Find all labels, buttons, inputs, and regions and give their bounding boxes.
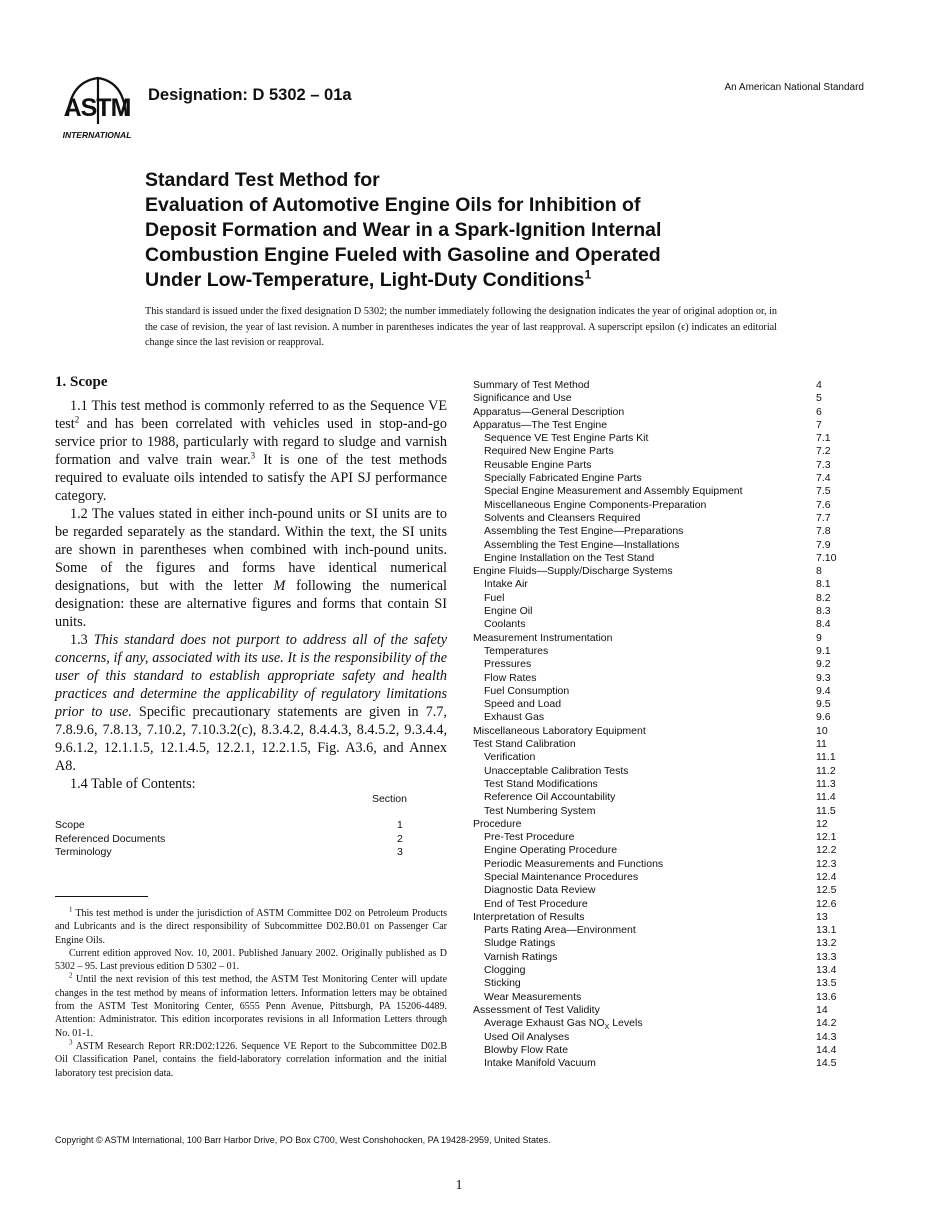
- toc-entry-label: Flow Rates: [484, 671, 537, 684]
- toc-entry-label: Blowby Flow Rate: [484, 1043, 569, 1056]
- toc-entry-number: 4: [816, 379, 822, 391]
- toc-entry: [473, 379, 863, 392]
- toc-entry-number: 8.2: [816, 591, 831, 604]
- toc-entry: [473, 578, 863, 591]
- toc-entry: [473, 419, 863, 432]
- copyright-notice: Copyright © ASTM International, 100 Barr Harbor Drive, PO Box C700, West Conshohocken, PA 19428-2959, United States.: [55, 1135, 551, 1145]
- toc-entry-label: Test Numbering System: [484, 804, 596, 817]
- toc-entry-label: Measurement Instrumentation: [473, 631, 613, 644]
- toc-entry-number: 8.1: [816, 578, 831, 591]
- toc-entry: [473, 1057, 863, 1070]
- toc-entry-label: Fuel Consumption: [484, 684, 570, 697]
- toc-entry: [473, 658, 863, 671]
- title-footnote-mark: 1: [584, 267, 592, 282]
- toc-entry-label: Used Oil Analyses: [484, 1030, 570, 1043]
- toc-entry-number: 7.3: [816, 458, 831, 471]
- toc-entry-number: 9.3: [816, 671, 831, 684]
- toc-entry-label: Interpretation of Results: [473, 910, 585, 923]
- toc-entry-number: 11.1: [816, 751, 836, 764]
- toc-entry-number: 14.5: [816, 1057, 837, 1070]
- toc-entry: [473, 738, 863, 751]
- toc-entry-number: 12.1: [816, 831, 837, 844]
- astm-logo-icon: [58, 72, 136, 142]
- title-line: Under Low-Temperature, Light-Duty Conditions$^1$: [145, 267, 592, 291]
- toc-entry-label: Engine Fluids—Supply/Discharge Systems: [473, 565, 673, 578]
- toc-entry-label: Pressures: [484, 658, 532, 671]
- title-line: Deposit Formation and Wear in a Spark-Ignition Internal: [145, 219, 662, 241]
- toc-entry-label: Required New Engine Parts: [484, 445, 614, 458]
- toc-entry-label: Engine Oil: [484, 605, 533, 618]
- toc-entry-number: 8.3: [816, 605, 831, 618]
- toc-entry-number: 11.3: [816, 777, 836, 790]
- toc-entry: [473, 432, 863, 445]
- toc-entry-number: 7: [816, 418, 822, 431]
- toc-entry-label: Verification: [484, 751, 536, 764]
- toc-entry: [473, 778, 863, 791]
- toc-entry-number: 14.2: [816, 1017, 837, 1030]
- toc-entry-label: Average Exhaust Gas $NO_X$ Levels: [484, 1017, 643, 1032]
- toc-entry-number: 12.4: [816, 870, 837, 883]
- toc-entry-label: Special Engine Measurement and Assembly Equipment: [484, 485, 743, 498]
- footnote-1: $^1$ This test method is under the jurisdiction of ASTM Committee D02 on Petroleum Products and Lubricants and is the direct responsibility of Subcommittee D02.B0.01 on Passenger Car Engine Oils.: [55, 905, 447, 946]
- toc-entry: [473, 858, 863, 871]
- toc-entry-number: 6: [816, 405, 822, 418]
- toc-entry-label: Exhaust Gas: [484, 711, 545, 724]
- toc-entry: [473, 565, 863, 578]
- toc-entry-label: Miscellaneous Laboratory Equipment: [473, 724, 646, 737]
- toc-entry: [473, 831, 863, 844]
- toc-entry: [473, 645, 863, 658]
- toc-entry: [473, 818, 863, 831]
- footnotes: [55, 907, 447, 1080]
- toc-entry-label: Intake Air: [484, 578, 528, 591]
- toc-entry-number: 13.2: [816, 937, 837, 950]
- toc-entry-label: Assembling the Test Engine—Installations: [484, 538, 680, 551]
- toc-entry-number: 9.4: [816, 684, 831, 697]
- toc-entry: [473, 472, 863, 485]
- toc-entry-label: Pre-Test Procedure: [484, 831, 575, 844]
- toc-entry-label: Sticking: [484, 977, 521, 990]
- document-title: [145, 168, 795, 293]
- scope-paragraph-1-3: 1.3 This standard does not purport to address all of the safety concerns, if any, associated with its use. It is the responsibility of the user of this standard to establish appropriate safety and health practices and determine the applicability of regulatory limitations prior to use. Specific precautionary statements are given in 7.7, 7.8.9.6, 7.8.13, 7.10.2, 7.10.3.2(c), 8.3.4.2, 8.4.4.3, 8.4.5.2, 9.3.4.4, 9.6.1.2, 12.1.1.5, 12.1.4.5, 12.2.1, 12.2.1.5, Fig. A3.6, and Annex A8.: [55, 632, 447, 774]
- toc-entry: [473, 898, 863, 911]
- toc-entry-label: Solvents and Cleansers Required: [484, 511, 641, 524]
- toc-entry: [473, 964, 863, 977]
- scope-heading: 1. Scope: [55, 374, 108, 390]
- toc-entry-label: End of Test Procedure: [484, 897, 588, 910]
- toc-entry-label: Reference Oil Accountability: [484, 791, 616, 804]
- toc-entry: [473, 685, 863, 698]
- toc-entry-number: 13.1: [816, 924, 837, 937]
- toc-entry-label: Assembling the Test Engine—Preparations: [484, 525, 684, 538]
- toc-entry-label: Apparatus—General Description: [473, 405, 625, 418]
- toc-entry-number: 7.6: [816, 498, 831, 511]
- toc-entry-label: Engine Operating Procedure: [484, 844, 618, 857]
- footnote-1-edition: Current edition approved Nov. 10, 2001. Published January 2002. Originally published as D 5302 – 95. Last previous edition D 5302 – 01.: [55, 947, 447, 973]
- toc-entry-label: Temperatures: [484, 644, 549, 657]
- toc-entry: [473, 871, 863, 884]
- toc-entry-label: Varnish Ratings: [484, 950, 558, 963]
- toc-entry-label: Significance and Use: [473, 392, 572, 405]
- toc-entry-number: 13.4: [816, 964, 837, 977]
- toc-entry: [473, 1004, 863, 1017]
- toc-entry-number: 14: [816, 1003, 828, 1016]
- toc-entry-number: 12.5: [816, 884, 837, 897]
- toc-entry-label: Diagnostic Data Review: [484, 884, 596, 897]
- toc-entry: [473, 605, 863, 618]
- svg-text:ASTM: ASTM: [63, 94, 131, 122]
- toc-entry: [473, 525, 863, 538]
- toc-entry-label: Clogging: [484, 964, 526, 977]
- toc-entry-number: 7.7: [816, 511, 831, 524]
- svg-text:INTERNATIONAL: INTERNATIONAL: [62, 130, 132, 140]
- toc-entry-label: Procedure: [473, 817, 522, 830]
- toc-entry-label: Sludge Ratings: [484, 937, 556, 950]
- toc-entry-number: 9.1: [816, 644, 831, 657]
- toc-entry-label: Miscellaneous Engine Components-Preparation: [484, 498, 707, 511]
- toc-entry: [473, 552, 863, 565]
- footnote-rule: [55, 896, 148, 897]
- toc-entry-number: 9.5: [816, 698, 831, 711]
- toc-entry: [473, 911, 863, 924]
- toc-entry: [473, 725, 863, 738]
- toc-entry-label: Apparatus—The Test Engine: [473, 418, 608, 431]
- toc-entry-number: 12.3: [816, 857, 837, 870]
- toc-entry-number: 14.4: [816, 1043, 837, 1056]
- toc-entry-number: 11: [816, 738, 827, 751]
- designation: Designation: D 5302 – 01a: [148, 86, 352, 104]
- toc-entry: [473, 765, 863, 778]
- toc-entry: [473, 698, 863, 711]
- toc-entry-number: 7.10: [816, 551, 837, 564]
- toc-entry-label: Special Maintenance Procedures: [484, 870, 639, 883]
- toc-entry-label: Test Stand Calibration: [473, 738, 576, 751]
- toc-entry: Scope 1: [55, 819, 403, 832]
- title-line: Combustion Engine Fueled with Gasoline and Operated: [145, 244, 661, 266]
- toc-left: [55, 793, 447, 860]
- toc-entry: [473, 445, 863, 458]
- toc-entry: [473, 991, 863, 1004]
- toc-entry-number: 12.2: [816, 844, 837, 857]
- toc-entry: [473, 791, 863, 804]
- toc-entry: [473, 632, 863, 645]
- footnote-2: $^2$ Until the next revision of this test method, the ASTM Test Monitoring Center will update changes in the test method by means of information letters. Information letters may be obtained from the ASTM Test Monitoring Center, 6555 Penn Avenue, Pittsburgh, PA 15206-4489. Attention: Administrator. This edition incorporates revisions in all Information Letters through No. 01-1.: [55, 972, 448, 1039]
- toc-entry-label: Coolants: [484, 618, 526, 631]
- toc-entry-number: 7.1: [816, 432, 831, 445]
- toc-entry-label: Intake Manifold Vacuum: [484, 1057, 596, 1070]
- toc-entry: [473, 618, 863, 631]
- toc-entry-number: 9.2: [816, 658, 831, 671]
- toc-entry-label: Wear Measurements: [484, 990, 582, 1003]
- toc-right: [473, 379, 863, 1070]
- toc-entry-number: 8: [816, 565, 822, 578]
- toc-entry: [473, 951, 863, 964]
- american-national-standard: An American National Standard: [724, 82, 864, 93]
- toc-entry: [473, 711, 863, 724]
- scope-paragraph-1-1: 1.1 This test method is commonly referred to as the Sequence VE test$^2$ and has been correlated with vehicles used in stop-and-go service prior to 1988, particularly with regard to sludge and varnish formation and valve train wear.$^3$ It is one of the test methods required to evaluate oils intended to satisfy the API SJ performance category.: [55, 398, 447, 504]
- toc-entry-number: 10: [816, 724, 828, 737]
- toc-entry: [473, 1031, 863, 1044]
- toc-entry: [473, 459, 863, 472]
- title-line: Standard Test Method for: [145, 169, 380, 191]
- toc-entry: [473, 884, 863, 897]
- issue-note: This standard is issued under the fixed designation D 5302; the number immediately following the designation indicates the year of original adoption or, in the case of revision, the year of last revision. A number in parentheses indicates the year of last reapproval. A superscript epsilon (ϵ) indicates an editorial change since the last revision or reapproval.: [145, 306, 777, 348]
- toc-entry-number: 8.4: [816, 618, 831, 631]
- toc-entry: [473, 751, 863, 764]
- toc-entry-label: Parts Rating Area—Environment: [484, 924, 636, 937]
- toc-entry-number: 14.3: [816, 1030, 837, 1043]
- toc-entry-number: 11.2: [816, 764, 836, 777]
- astm-logo: [58, 72, 136, 142]
- toc-entry-label: Unacceptable Calibration Tests: [484, 764, 629, 777]
- toc-entry-number: 13.5: [816, 977, 837, 990]
- toc-entry: [473, 592, 863, 605]
- title-line: Evaluation of Automotive Engine Oils for Inhibition of: [145, 194, 641, 216]
- toc-entry-number: 12: [816, 817, 828, 830]
- scope-paragraph-1-2: 1.2 The values stated in either inch-pound units or SI units are to be regarded separately as the standard. Within the text, the SI units are shown in parentheses when combined with inch-pound units. Some of the figures and forms have identical numerical designations, but with the letter M following the numerical designation: these are alternative figures and forms that contain SI units.: [55, 506, 447, 630]
- toc-entry-label: Engine Installation on the Test Stand: [484, 551, 655, 564]
- scope-paragraph-1-4: 1.4 Table of Contents:: [70, 776, 196, 792]
- toc-entry-number: 13.6: [816, 990, 837, 1003]
- toc-entry-label: Summary of Test Method: [473, 379, 590, 391]
- toc-entry-label: Reusable Engine Parts: [484, 458, 592, 471]
- toc-entry-number: 13.3: [816, 950, 837, 963]
- toc-entry-number: 9.6: [816, 711, 831, 724]
- toc-entry-number: 11.5: [816, 804, 836, 817]
- toc-entry: [473, 977, 863, 990]
- toc-entry: Terminology 3: [55, 846, 403, 859]
- toc-entry: [473, 805, 863, 818]
- toc-entry-label: Specially Fabricated Engine Parts: [484, 472, 642, 485]
- toc-entry-label: Assessment of Test Validity: [473, 1003, 600, 1016]
- toc-entry-label: Speed and Load: [484, 698, 562, 711]
- toc-entry-number: 7.9: [816, 538, 831, 551]
- toc-entry-number: 7.5: [816, 485, 831, 498]
- scope-section: [55, 373, 447, 793]
- toc-entry-number: 9: [816, 631, 822, 644]
- toc-entry: [473, 937, 863, 950]
- toc-entry-number: 7.4: [816, 472, 831, 485]
- toc-entry-number: 13: [816, 910, 828, 923]
- toc-entry-label: Test Stand Modifications: [484, 777, 598, 790]
- toc-entry: [473, 539, 863, 552]
- toc-entry: [473, 485, 863, 498]
- toc-entry: [473, 1017, 863, 1030]
- toc-entry: [473, 672, 863, 685]
- toc-entry: [473, 499, 863, 512]
- toc-entry: [473, 1044, 863, 1057]
- toc-entry: [473, 924, 863, 937]
- toc-entry-number: 11.4: [816, 791, 836, 804]
- toc-entry: [473, 406, 863, 419]
- toc-entry-number: 7.8: [816, 525, 831, 538]
- toc-entry-number: 12.6: [816, 897, 837, 910]
- toc-entry-number: 7.2: [816, 445, 831, 458]
- toc-entry: [473, 844, 863, 857]
- page-number: 1: [455, 1178, 463, 1193]
- footnote-3: $^3$ ASTM Research Report RR:D02:1226. Sequence VE Report to the Subcommittee D02.B Oil Classification Panel, contains the field-laboratory correlation information and the initial laboratory test precision data.: [55, 1038, 447, 1079]
- toc-entry-number: 5: [816, 392, 822, 405]
- toc-section-header: Section: [371, 793, 407, 805]
- toc-entry-label: Periodic Measurements and Functions: [484, 857, 664, 870]
- toc-entry: [473, 512, 863, 525]
- toc-entry-label: Sequence VE Test Engine Parts Kit: [484, 432, 649, 445]
- toc-entry-label: Fuel: [484, 591, 505, 604]
- toc-entry: Referenced Documents 2: [55, 832, 403, 845]
- toc-entry: [473, 392, 863, 405]
